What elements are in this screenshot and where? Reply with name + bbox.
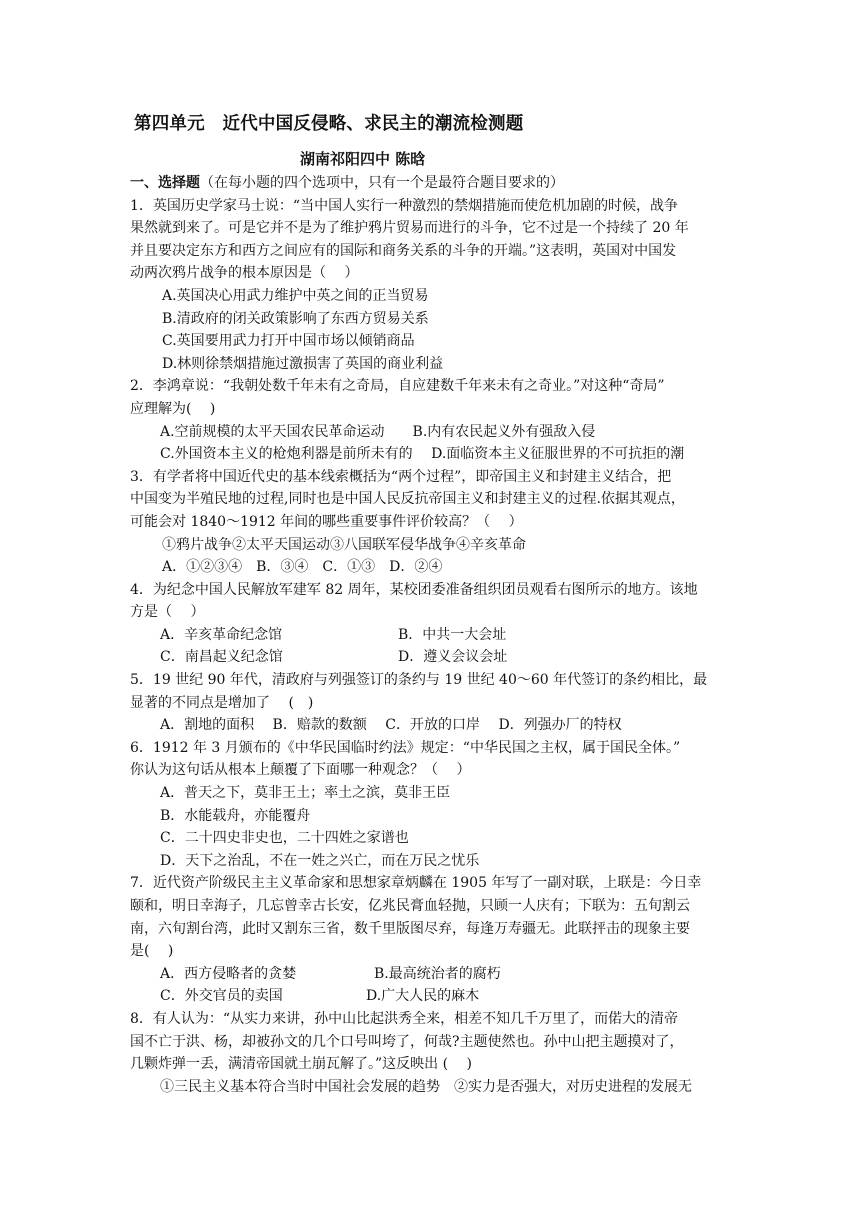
author-line: 湖南祁阳四中 陈晗 — [300, 150, 426, 168]
question-text: 南，六旬割台湾，此时又割东三省，数千里版图尽弃，每逢万寿疆无。此联抨击的现象主要 — [130, 920, 690, 937]
question-text: 并且要决定东方和西方之间应有的国际和商务关系的斗争的开端。”这表明，英国对中国发 — [130, 242, 677, 259]
question-5 — [130, 669, 735, 737]
options-cd: C.外国资本主义的枪炮利器是前所未有的 D.面临资本主义征服世界的不可抗拒的潮 — [160, 446, 685, 463]
question-8 — [130, 1008, 735, 1098]
option-c: C．南昌起义纪念馆 — [160, 649, 283, 666]
option-d: D．天下之治乱，不在一姓之兴亡，而在万民之忧乐 — [160, 852, 480, 869]
question-text: 中国变为半殖民地的过程,同时也是中国人民反抗帝国主义和封建主义的过程.依据其观点， — [130, 491, 685, 508]
page-title: 第四单元 近代中国反侵略、求民主的潮流检测题 — [134, 114, 524, 134]
options: A．割地的面积 B．赔款的数额 C．开放的口岸 D．列强办厂的特权 — [160, 717, 622, 734]
question-6 — [130, 737, 735, 873]
question-text: 4．为纪念中国人民解放军建军 82 周年，某校团委准备组织团员观看右图所示的地方。该地 — [130, 581, 698, 598]
question-3 — [130, 466, 735, 579]
options-cd — [130, 646, 735, 669]
question-text: 显著的不同点是增加了 ( ) — [130, 694, 314, 711]
question-text: 方是（ ） — [130, 604, 205, 621]
option-b: B．水能载舟，亦能覆舟 — [160, 807, 311, 824]
question-text: 可能会对 1840～1912 年间的哪些重要事件评价较高？（ ） — [130, 513, 523, 530]
option-d: D.林则徐禁烟措施过激损害了英国的商业利益 — [162, 355, 444, 372]
option-b: B.最高统治者的腐朽 — [374, 965, 501, 982]
section-note: （在每小题的四个选项中，只有一个是最符合题目要求的） — [200, 175, 564, 191]
question-text: 动两次鸦片战争的根本原因是（ ） — [130, 265, 359, 282]
options: A．①②③④ B．③④ C．①③ D．②④ — [162, 559, 443, 576]
question-text: 国不亡于洪、杨，却被孙文的几个口号叫垮了，何哉?主题使然也。孙中山把主题摸对了， — [130, 1033, 684, 1050]
question-text: 果然就到来了。可是它并不是为了维护鸦片贸易而进行的斗争，它不过是一个持续了 20 年 — [130, 220, 689, 237]
question-text: 几颗炸弹一丢，满清帝国就土崩瓦解了。”这反映出 ( ) — [130, 1056, 472, 1073]
question-text: 2．李鸿章说：“我朝处数千年未有之奇局，自应建数千年来未有之奇业。”对这种“奇局” — [130, 378, 665, 395]
options-ab — [130, 963, 735, 986]
option-a: A．普天之下，莫非王土；率土之滨，莫非王臣 — [160, 785, 451, 802]
exam-content — [130, 172, 735, 1098]
section-heading — [130, 172, 735, 195]
question-text: 应理解为( ) — [130, 400, 216, 417]
question-1 — [130, 195, 735, 376]
option-b: B．中共一大会址 — [398, 626, 507, 643]
option-a: A．辛亥革命纪念馆 — [160, 626, 283, 643]
options-ab: A.空前规模的太平天国农民革命运动 B.内有农民起义外有强敌入侵 — [160, 423, 596, 440]
question-7 — [130, 872, 735, 1008]
question-text: 5．19 世纪 90 年代，清政府与列强签订的条约与 19 世纪 40～60 年代签订的条约相比，最 — [130, 672, 708, 689]
options-ab — [130, 624, 735, 647]
question-text: 是( ) — [130, 943, 174, 960]
question-text: 8．有人认为：“从实力来讲，孙中山比起洪秀全来，相差不知几千万里了，而偌大的清帝 — [130, 1010, 679, 1027]
options-cd — [130, 985, 735, 1008]
question-text: 7．近代资产阶级民主主义革命家和思想家章炳麟在 1905 年写了一副对联，上联是：今日幸 — [130, 875, 702, 892]
question-2 — [130, 375, 735, 465]
option-c: C．二十四史非史也，二十四姓之家谱也 — [160, 830, 409, 847]
question-text: 颐和，明日幸海子，几忘曾幸古长安，亿兆民膏血轻抛，只顾一人庆有；下联为：五旬割云 — [130, 898, 690, 914]
statement-list: ①三民主义基本符合当时中国社会发展的趋势 ②实力是否强大，对历史进程的发展无 — [160, 1078, 692, 1095]
event-list: ①鸦片战争②太平天国运动③八国联军侵华战争④辛亥革命 — [162, 536, 526, 553]
option-b: B.清政府的闭关政策影响了东西方贸易关系 — [162, 310, 429, 327]
option-d: D.广大人民的麻木 — [366, 988, 480, 1005]
section-title: 一、选择题 — [130, 175, 200, 191]
question-text: 你认为这句话从根本上颠覆了下面哪一种观念？（ ） — [130, 762, 471, 779]
question-text: 1．英国历史学家马士说：“当中国人实行一种激烈的禁烟措施而使危机加剧的时候，战争 — [130, 197, 679, 214]
question-text: 6．1912 年 3 月颁布的《中华民国临时约法》规定：“中华民国之主权，属于国民全体。” — [130, 739, 681, 756]
question-text: 3．有学者将中国近代史的基本线索概括为“两个过程”，即帝国主义和封建主义结合，把 — [130, 468, 672, 485]
option-c: C.英国要用武力打开中国市场以倾销商品 — [162, 333, 415, 350]
option-a: A.英国决心用武力维护中英之间的正当贸易 — [162, 287, 429, 304]
option-d: D．遵义会议会址 — [398, 649, 508, 666]
option-a: A．西方侵略者的贪婪 — [160, 965, 297, 982]
option-c: C．外交官员的卖国 — [160, 988, 283, 1005]
question-4 — [130, 579, 735, 669]
